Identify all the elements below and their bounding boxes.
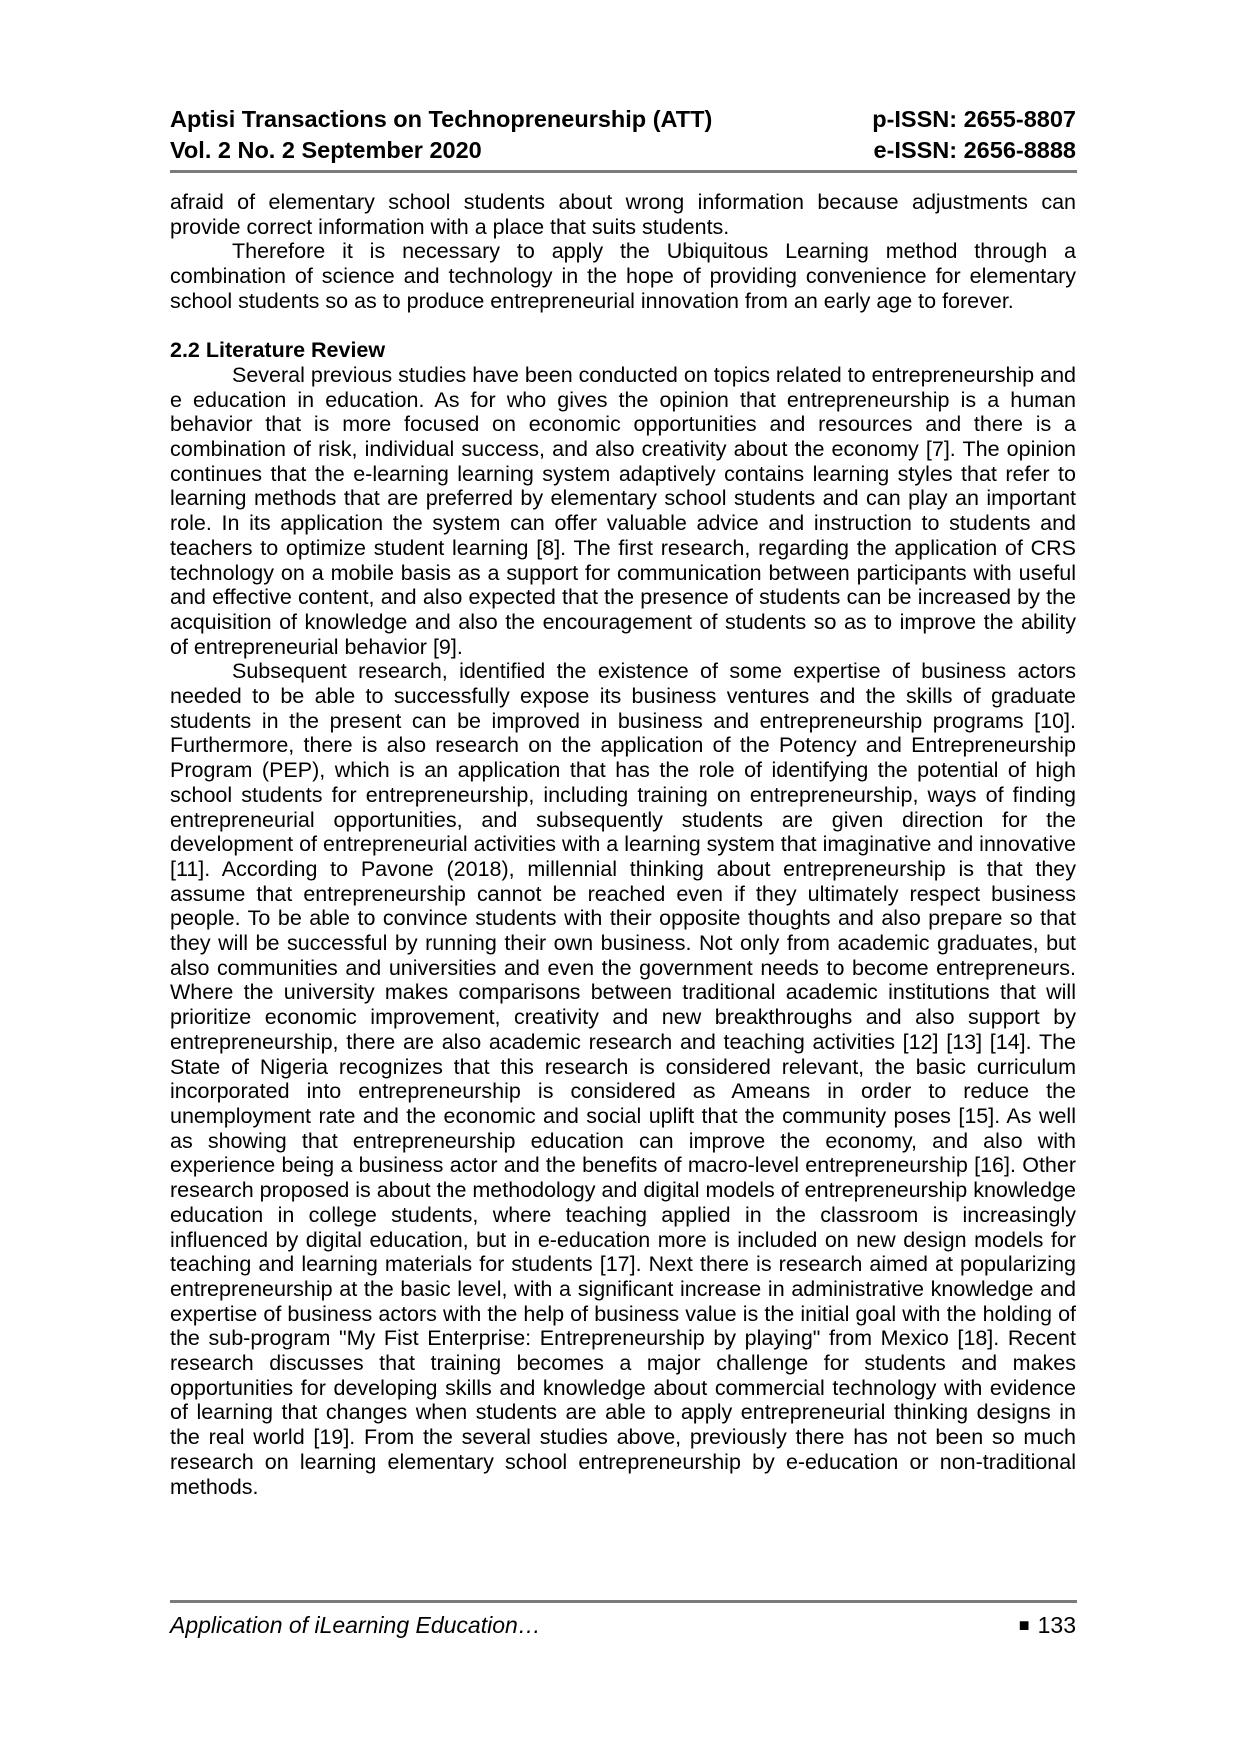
journal-title: Aptisi Transactions on Technopreneurship (ATT) [170, 106, 713, 132]
paragraph: Several previous studies have been conducted on topics related to entrepreneurship and e education in education. As for who gives the opinion that entrepreneurship is a human behavior that is more focused on economic opportunities and resources and there is a combination of risk, individual success, and also creativity about the economy [7]. The opinion continues that the e-learning learning system adaptively contains learning styles that refer to learning methods that are preferred by elementary school students and can play an important role. In its application the system can offer valuable advice and instruction to students and teachers to optimize student learning [8]. The first research, regarding the application of CRS technology on a mobile basis as a support for communication between participants with useful and effective content, and also expected that the presence of students can be increased by the acquisition of knowledge and also the encouragement of students so as to improve the ability of entrepreneurial behavior [9]. [170, 362, 1076, 659]
running-title: Application of iLearning Education… [170, 1612, 541, 1638]
page-body [170, 190, 1076, 1499]
page-number [1019, 1610, 1076, 1642]
paragraph-continuation: afraid of elementary school students about wrong information because adjustments can provide correct information with a place that suits students. [170, 190, 1076, 239]
page-header [170, 104, 1076, 166]
header-issn-block [872, 104, 1076, 166]
page-number-value: 133 [1037, 1612, 1076, 1638]
e-issn: e-ISSN: 2656-8888 [873, 137, 1076, 163]
header-journal-block [170, 104, 712, 166]
paragraph: Subsequent research, identified the existence of some expertise of business actors needed to be able to successfully expose its business ventures and the skills of graduate students in the present can be improved in business and entrepreneurship programs [10]. Furthermore, there is also research on the application of the Potency and Entrepreneurship Program (PEP), which is an application that has the role of identifying the potential of high school students for entrepreneurship, including training on entrepreneurship, ways of finding entrepreneurial opportunities, and subsequently students are given direction for the development of entrepreneurial activities with a learning system that imaginative and innovative [11]. According to Pavone (2018), millennial thinking about entrepreneurship is that they assume that entrepreneurship cannot be reached even if they ultimately respect business people. To be able to convince students with their opposite thoughts and also prepare so that they will be successful by running their own business. Not only from academic graduates, but also communities and universities and even the government needs to become entrepreneurs. Where the university makes comparisons between traditional academic institutions that will prioritize economic improvement, creativity and new breakthroughs and also support by entrepreneurship, there are also academic research and teaching activities [12] [13] [14]. The State of Nigeria recognizes that this research is considered relevant, the basic curriculum incorporated into entrepreneurship is considered as Ameans in order to reduce the unemployment rate and the economic and social uplift that the community poses [15]. As well as showing that entrepreneurship education can improve the economy, and also with experience being a business actor and the benefits of macro-level entrepreneurship [16]. Other research proposed is about the methodology and digital models of entrepreneurship knowledge education in college students, where teaching applied in the classroom is increasingly influenced by digital education, but in e-education more is included on new design models for teaching and learning materials for students [17]. Next there is research aimed at popularizing entrepreneurship at the basic level, with a significant increase in administrative knowledge and expertise of business actors with the help of business value is the initial goal with the holding of the sub-program "My Fist Enterprise: Entrepreneurship by playing" from Mexico [18]. Recent research discusses that training becomes a major challenge for students and makes opportunities for developing skills and knowledge about commercial technology with evidence of learning that changes when students are able to apply entrepreneurial thinking designs in the real world [19]. From the several studies above, previously there has not been so much research on learning elementary school entrepreneurship by e-education or non-traditional methods. [170, 659, 1076, 1499]
p-issn: p-ISSN: 2655-8807 [872, 106, 1076, 132]
paragraph: Therefore it is necessary to apply the Ubiquitous Learning method through a combination of science and technology in the hope of providing convenience for elementary school students so as to produce entrepreneurial innovation from an early age to forever. [170, 239, 1076, 313]
header-divider [170, 170, 1077, 173]
section-heading: 2.2 Literature Review [170, 338, 386, 363]
journal-volume: Vol. 2 No. 2 September 2020 [170, 137, 482, 163]
page-footer [170, 1610, 1076, 1642]
square-bullet-icon: ■ [1018, 1615, 1030, 1635]
footer-divider [170, 1600, 1077, 1603]
